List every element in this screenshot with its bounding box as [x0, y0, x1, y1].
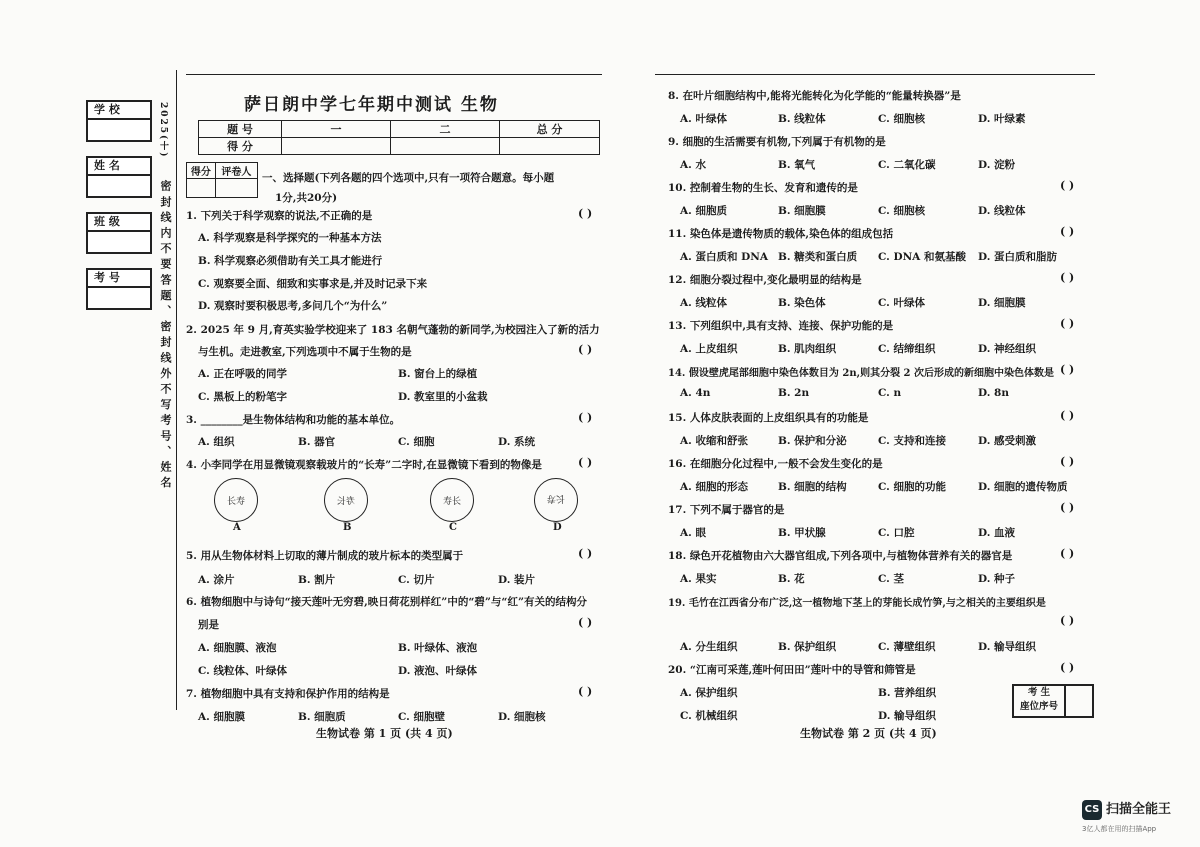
q9-option-c: C. 二氧化碳 [878, 159, 936, 171]
microscope-view-c: 寿长 [430, 478, 474, 522]
score-head-2: 二 [391, 121, 500, 138]
q12-option-c: C. 叶绿体 [878, 297, 925, 309]
scanner-tagline: 3亿人都在用的扫描App [1082, 825, 1157, 833]
q8-option-d: D. 叶绿素 [978, 113, 1026, 125]
question-14: 14. 假设壁虎尾部细胞中染色体数目为 2n,则其分裂 2 次后形成的新细胞中染色体数是 [668, 368, 1054, 379]
score-head-number: 题 号 [199, 121, 282, 138]
q9-option-b: B. 氧气 [778, 159, 816, 171]
answer-blank-1: ( ) [578, 207, 593, 220]
q1-option-d: D. 观察时要积极思考,多问几个“为什么” [198, 300, 388, 312]
q19-option-a: A. 分生组织 [680, 641, 738, 653]
answer-blank-20: ( ) [1060, 661, 1075, 674]
grader-score-cell [187, 179, 216, 198]
question-6-line2: 别是 [198, 619, 219, 631]
question-3: 3. ________是生物体结构和功能的基本单位。 [186, 414, 401, 426]
answer-blank-16: ( ) [1060, 455, 1075, 468]
q3-option-b: B. 器官 [298, 436, 336, 448]
q15-option-d: D. 感受刺激 [978, 435, 1037, 447]
q19-option-b: B. 保护组织 [778, 641, 837, 653]
class-field [86, 212, 152, 254]
q13-option-b: B. 肌肉组织 [778, 343, 837, 355]
score-head-total: 总 分 [500, 121, 600, 138]
scanner-brand: 扫描全能王 [1106, 802, 1172, 817]
q3-option-a: A. 组织 [198, 436, 235, 448]
answer-blank-12: ( ) [1060, 271, 1075, 284]
footer-page-2: 生物试卷 第 2 页 (共 4 页) [800, 727, 937, 740]
q20-option-a: A. 保护组织 [680, 687, 738, 699]
question-12: 12. 细胞分裂过程中,变化最明显的结构是 [668, 274, 862, 286]
q18-option-b: B. 花 [778, 573, 805, 585]
q19-option-d: D. 输导组织 [978, 641, 1037, 653]
q12-option-b: B. 染色体 [778, 297, 826, 309]
left-margin-rule [176, 70, 177, 710]
answer-blank-3: ( ) [578, 411, 593, 424]
q8-option-c: C. 细胞核 [878, 113, 925, 125]
seal-line-text: 密封线内不要答题、密封线外不写考号、姓名 [159, 180, 172, 492]
q5-option-a: A. 涂片 [198, 574, 235, 586]
seat-number-box [1012, 684, 1094, 718]
q13-option-d: D. 神经组织 [978, 343, 1037, 355]
answer-blank-15: ( ) [1060, 409, 1075, 422]
q6-option-d: D. 液泡、叶绿体 [398, 665, 478, 677]
school-label: 学 校 [88, 102, 150, 120]
answer-blank-2: ( ) [578, 343, 593, 356]
answer-blank-5: ( ) [578, 547, 593, 560]
answer-blank-18: ( ) [1060, 547, 1075, 560]
question-7: 7. 植物细胞中具有支持和保护作用的结构是 [186, 688, 390, 700]
question-2-line2: 与生机。走进教室,下列选项中不属于生物的是 [198, 346, 412, 358]
q17-option-b: B. 甲状腺 [778, 527, 826, 539]
exam-number-label: 考 号 [88, 270, 150, 288]
q11-option-a: A. 蛋白质和 DNA [680, 251, 768, 263]
grader-name-label: 评卷人 [215, 163, 257, 179]
q19-option-c: C. 薄壁组织 [878, 641, 936, 653]
q2-option-a: A. 正在呼吸的同学 [198, 368, 287, 380]
q16-option-b: B. 细胞的结构 [778, 481, 847, 493]
microscope-view-b: 寿长 [324, 478, 368, 522]
answer-blank-19: ( ) [1060, 614, 1075, 627]
q7-option-d: D. 细胞核 [498, 711, 546, 723]
q14-option-c: C. n [878, 387, 902, 399]
question-13: 13. 下列组织中,具有支持、连接、保护功能的是 [668, 320, 894, 332]
answer-blank-4: ( ) [578, 456, 593, 469]
q9-option-d: D. 淀粉 [978, 159, 1016, 171]
score-table [198, 120, 600, 155]
answer-blank-6: ( ) [578, 616, 593, 629]
score-cell-total [500, 138, 600, 155]
q14-option-d: D. 8n [978, 387, 1009, 399]
section-heading: 一、选择题(下列各题的四个选项中,只有一项符合题意。每小题 [262, 172, 555, 184]
q3-option-c: C. 细胞 [398, 436, 435, 448]
microscope-label-d: D [553, 522, 562, 533]
class-label: 班 级 [88, 214, 150, 232]
q1-option-a: A. 科学观察是科学探究的一种基本方法 [198, 232, 382, 244]
q20-option-b: B. 营养组织 [878, 687, 937, 699]
q10-option-a: A. 细胞质 [680, 205, 727, 217]
microscope-label-a: A [233, 522, 241, 533]
score-row-label: 得 分 [199, 138, 282, 155]
scanner-watermark [1078, 800, 1196, 840]
year-code: 2025(十) [158, 102, 168, 159]
answer-blank-10: ( ) [1060, 179, 1075, 192]
q2-option-c: C. 黑板上的粉笔字 [198, 391, 287, 403]
q7-option-c: C. 细胞壁 [398, 711, 445, 723]
q10-option-c: C. 细胞核 [878, 205, 925, 217]
footer-page-1: 生物试卷 第 1 页 (共 4 页) [316, 727, 453, 740]
question-18: 18. 绿色开花植物由六大器官组成,下列各项中,与植物体营养有关的器官是 [668, 550, 1013, 562]
question-1: 1. 下列关于科学观察的说法,不正确的是 [186, 210, 373, 222]
answer-blank-7: ( ) [578, 685, 593, 698]
question-17: 17. 下列不属于器官的是 [668, 504, 785, 516]
q12-option-a: A. 线粒体 [680, 297, 727, 309]
q15-option-a: A. 收缩和舒张 [680, 435, 748, 447]
exam-title: 萨日朗中学七年期中测试 生物 [244, 95, 499, 115]
score-cell-1 [282, 138, 391, 155]
q15-option-c: C. 支持和连接 [878, 435, 946, 447]
name-field [86, 156, 152, 198]
q2-option-b: B. 窗台上的绿植 [398, 368, 478, 380]
q16-option-a: A. 细胞的形态 [680, 481, 748, 493]
q18-option-a: A. 果实 [680, 573, 717, 585]
q10-option-d: D. 线粒体 [978, 205, 1026, 217]
question-8: 8. 在叶片细胞结构中,能将光能转化为化学能的“能量转换器”是 [668, 90, 961, 102]
q17-option-c: C. 口腔 [878, 527, 915, 539]
question-4: 4. 小李同学在用显微镜观察载玻片的“长寿”二字时,在显微镜下看到的物像是 [186, 459, 542, 471]
q5-option-c: C. 切片 [398, 574, 435, 586]
q1-option-c: C. 观察要全面、细致和实事求是,并及时记录下来 [198, 278, 428, 290]
q13-option-a: A. 上皮组织 [680, 343, 738, 355]
q11-option-b: B. 糖类和蛋白质 [778, 251, 858, 263]
q6-option-b: B. 叶绿体、液泡 [398, 642, 478, 654]
exam-number-field [86, 268, 152, 310]
question-9: 9. 细胞的生活需要有机物,下列属于有机物的是 [668, 136, 886, 148]
q11-option-c: C. DNA 和氨基酸 [878, 251, 966, 263]
top-rule-right [655, 74, 1095, 75]
q12-option-d: D. 细胞膜 [978, 297, 1026, 309]
q14-option-b: B. 2n [778, 387, 810, 399]
q17-option-d: D. 血液 [978, 527, 1016, 539]
microscope-label-c: C [449, 522, 457, 533]
q16-option-d: D. 细胞的遗传物质 [978, 481, 1068, 493]
q5-option-d: D. 装片 [498, 574, 536, 586]
answer-blank-14: ( ) [1060, 363, 1075, 376]
grader-score-label: 得分 [187, 163, 216, 179]
q6-option-a: A. 细胞膜、液泡 [198, 642, 277, 654]
section-heading-line2: 1分,共20分) [275, 192, 338, 204]
answer-blank-11: ( ) [1060, 225, 1075, 238]
q16-option-c: C. 细胞的功能 [878, 481, 946, 493]
q13-option-c: C. 结缔组织 [878, 343, 936, 355]
q8-option-b: B. 线粒体 [778, 113, 826, 125]
question-5: 5. 用从生物体材料上切取的薄片制成的玻片标本的类型属于 [186, 550, 464, 562]
microscope-label-b: B [343, 522, 352, 533]
q20-option-c: C. 机械组织 [680, 710, 738, 722]
q2-option-d: D. 教室里的小盆栽 [398, 391, 488, 403]
answer-blank-17: ( ) [1060, 501, 1075, 514]
question-19: 19. 毛竹在江西省分布广泛,这一植物地下茎上的芽能长成竹笋,与之相关的主要组织是 [668, 598, 1046, 609]
question-20: 20. “江南可采莲,莲叶何田田”莲叶中的导管和筛管是 [668, 664, 916, 676]
q3-option-d: D. 系统 [498, 436, 536, 448]
question-10: 10. 控制着生物的生长、发育和遗传的是 [668, 182, 858, 194]
top-rule-left [186, 74, 602, 75]
q15-option-b: B. 保护和分泌 [778, 435, 847, 447]
question-16: 16. 在细胞分化过程中,一般不会发生变化的是 [668, 458, 883, 470]
q18-option-c: C. 茎 [878, 573, 904, 585]
seat-label-2: 座位序号 [1019, 701, 1058, 712]
q11-option-d: D. 蛋白质和脂肪 [978, 251, 1058, 263]
q9-option-a: A. 水 [680, 159, 706, 171]
name-label: 姓 名 [88, 158, 150, 176]
q6-option-c: C. 线粒体、叶绿体 [198, 665, 287, 677]
score-head-1: 一 [282, 121, 391, 138]
question-6: 6. 植物细胞中与诗句“接天莲叶无穷碧,映日荷花别样红”中的“碧”与“红”有关的结构分 [186, 596, 588, 608]
question-2: 2. 2025 年 9 月,育英实验学校迎来了 183 名朝气蓬勃的新同学,为校园注入了新的活力 [186, 324, 600, 336]
q10-option-b: B. 细胞膜 [778, 205, 826, 217]
score-cell-2 [391, 138, 500, 155]
q20-option-d: D. 输导组织 [878, 710, 937, 722]
q5-option-b: B. 割片 [298, 574, 336, 586]
microscope-view-d: 长寿 [534, 478, 578, 522]
q7-option-a: A. 细胞膜 [198, 711, 245, 723]
grader-name-cell [215, 179, 257, 198]
question-15: 15. 人体皮肤表面的上皮组织具有的功能是 [668, 412, 869, 424]
microscope-view-a: 长寿 [214, 478, 258, 522]
grader-table [186, 162, 258, 198]
answer-blank-13: ( ) [1060, 317, 1075, 330]
q1-option-b: B. 科学观察必须借助有关工具才能进行 [198, 255, 383, 267]
cs-logo-icon: CS [1082, 800, 1102, 820]
q14-option-a: A. 4n [680, 387, 711, 399]
q17-option-a: A. 眼 [680, 527, 706, 539]
seat-label-1: 考 生 [1027, 687, 1051, 698]
q8-option-a: A. 叶绿体 [680, 113, 727, 125]
school-field [86, 100, 152, 142]
q7-option-b: B. 细胞质 [298, 711, 346, 723]
q18-option-d: D. 种子 [978, 573, 1016, 585]
question-11: 11. 染色体是遗传物质的载体,染色体的组成包括 [668, 228, 894, 240]
